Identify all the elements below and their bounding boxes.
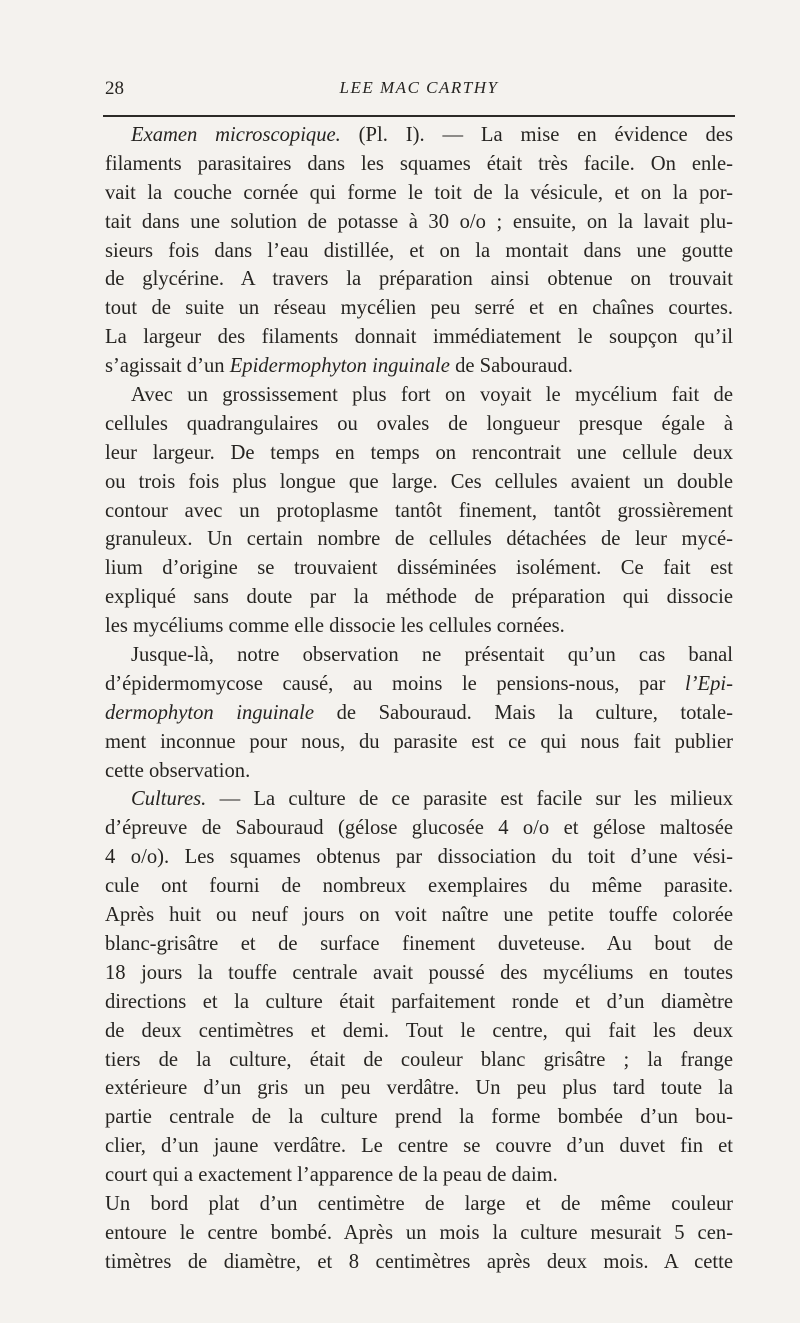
text-segment: d’épidermomycose causé, au moins le pensions-nous, par	[105, 672, 685, 695]
text-segment: expliqué sans doute par la méthode de préparation qui dissocie	[105, 586, 733, 609]
text-segment: partie centrale de la culture prend la forme bombée d’un bou-	[105, 1106, 733, 1129]
text-segment: timètres de diamètre, et 8 centimètres après deux mois. A cette	[105, 1250, 733, 1273]
text-line	[105, 1017, 733, 1046]
text-segment: extérieure d’un gris un peu verdâtre. Un peu plus tard toute la	[105, 1077, 733, 1100]
text-segment: de deux centimètres et demi. Tout le centre, qui fait les deux	[105, 1019, 733, 1042]
text-segment: — La culture de ce parasite est facile sur les milieux	[206, 788, 733, 811]
text-line	[105, 843, 733, 872]
text-line	[105, 583, 733, 612]
text-segment: Un bord plat d’un centimètre de large et de même couleur	[105, 1192, 733, 1215]
text-line	[105, 930, 733, 959]
text-segment: tiers de la culture, était de couleur blanc grisâtre ; la frange	[105, 1048, 733, 1071]
text-line	[105, 728, 733, 757]
text-line	[105, 1103, 733, 1132]
text-line	[105, 959, 733, 988]
page-number: 28	[105, 78, 124, 99]
text-line	[105, 670, 733, 699]
text-segment: s’agissait d’un	[105, 355, 230, 378]
text-line	[105, 1161, 733, 1190]
text-segment: de glycérine. A travers la préparation ainsi obtenue on trouvait	[105, 268, 733, 291]
text-line	[105, 757, 733, 786]
text-segment: cule ont fourni de nombreux exemplaires du même parasite.	[105, 875, 733, 898]
text-line	[105, 468, 733, 497]
text-line	[105, 1190, 733, 1219]
running-title: LEE MAC CARTHY	[339, 78, 499, 97]
text-segment: de Sabouraud.	[449, 355, 573, 378]
text-segment: vait la couche cornée qui forme le toit de la vésicule, et on la por-	[105, 181, 733, 204]
text-segment: Après huit ou neuf jours on voit naître une petite touffe colorée	[105, 904, 733, 927]
text-line	[105, 699, 733, 728]
text-segment: clier, d’un jaune verdâtre. Le centre se couvre d’un duvet fin et	[105, 1135, 733, 1158]
text-line	[105, 612, 733, 641]
text-line	[105, 410, 733, 439]
text-line	[105, 381, 733, 410]
text-segment: les mycéliums comme elle dissocie les cellules cornées.	[105, 615, 565, 638]
italic-text: l’Epi-	[684, 672, 733, 695]
text-line	[105, 150, 733, 179]
text-segment: entoure le centre bombé. Après un mois la culture mesurait 5 cen-	[105, 1221, 733, 1244]
text-line	[105, 1046, 733, 1075]
text-segment: de Sabouraud. Mais la culture, totale-	[314, 701, 733, 724]
text-line	[105, 554, 733, 583]
text-line	[105, 901, 733, 930]
text-line	[105, 352, 733, 381]
text-segment: cellules quadrangulaires ou ovales de longueur presque égale à	[105, 412, 733, 435]
text-line	[105, 1248, 733, 1277]
text-segment: contour avec un protoplasme tantôt finement, tantôt grossièrement	[105, 499, 733, 522]
text-segment: (Pl. I). — La mise en évidence des	[340, 124, 733, 146]
text-line	[105, 1132, 733, 1161]
italic-text: Cultures.	[131, 788, 207, 811]
text-segment: tait dans une solution de potasse à 30 o/o ; ensuite, on la lavait plu-	[105, 210, 733, 233]
header-rule	[103, 115, 735, 117]
text-line	[105, 121, 733, 150]
italic-text: Epidermophyton inguinale	[229, 355, 450, 378]
text-line	[105, 294, 733, 323]
text-line	[105, 1074, 733, 1103]
text-line	[105, 872, 733, 901]
text-line	[105, 265, 733, 294]
text-line	[105, 323, 733, 352]
text-segment: 4 o/o). Les squames obtenus par dissociation du toit d’une vési-	[105, 846, 733, 869]
text-line	[105, 237, 733, 266]
page-header	[105, 78, 733, 106]
text-line	[105, 641, 733, 670]
italic-text: Examen microscopique.	[131, 124, 341, 146]
text-segment: tout de suite un réseau mycélien peu serré et en chaînes courtes.	[105, 297, 733, 320]
text-segment: Jusque-là, notre observation ne présentait qu’un cas banal	[131, 644, 733, 667]
text-segment: filaments parasitaires dans les squames était très facile. On enle-	[105, 152, 733, 175]
text-line	[105, 785, 733, 814]
text-segment: La largeur des filaments donnait immédiatement le soupçon qu’il	[105, 326, 733, 349]
text-segment: court qui a exactement l’apparence de la peau de daim.	[105, 1164, 558, 1187]
text-line	[105, 814, 733, 843]
text-segment: ment inconnue pour nous, du parasite est ce qui nous fait publier	[105, 730, 733, 753]
text-line	[105, 179, 733, 208]
text-segment: cette observation.	[105, 759, 251, 782]
text-segment: directions et la culture était parfaitement ronde et d’un diamètre	[105, 990, 733, 1013]
text-segment: leur largeur. De temps en temps on rencontrait une cellule deux	[105, 441, 733, 464]
text-line	[105, 497, 733, 526]
text-line	[105, 988, 733, 1017]
text-line	[105, 439, 733, 468]
text-line	[105, 208, 733, 237]
text-segment: Avec un grossissement plus fort on voyait le mycélium fait de	[131, 384, 733, 407]
text-segment: sieurs fois dans l’eau distillée, et on la montait dans une goutte	[105, 239, 733, 262]
text-segment: 18 jours la touffe centrale avait poussé des mycéliums en toutes	[105, 961, 733, 984]
text-segment: d’épreuve de Sabouraud (gélose glucosée 4 o/o et gélose maltosée	[105, 817, 733, 840]
italic-text: dermophyton inguinale	[105, 701, 315, 724]
text-line	[105, 525, 733, 554]
body-text	[105, 121, 733, 1277]
text-segment: ou trois fois plus longue que large. Ces cellules avaient un double	[105, 470, 733, 493]
text-line	[105, 1219, 733, 1248]
text-segment: lium d’origine se trouvaient disséminées isolément. Ce fait est	[105, 557, 733, 580]
text-segment: blanc-grisâtre et de surface finement duveteuse. Au bout de	[105, 932, 733, 955]
text-segment: granuleux. Un certain nombre de cellules détachées de leur mycé-	[105, 528, 733, 551]
